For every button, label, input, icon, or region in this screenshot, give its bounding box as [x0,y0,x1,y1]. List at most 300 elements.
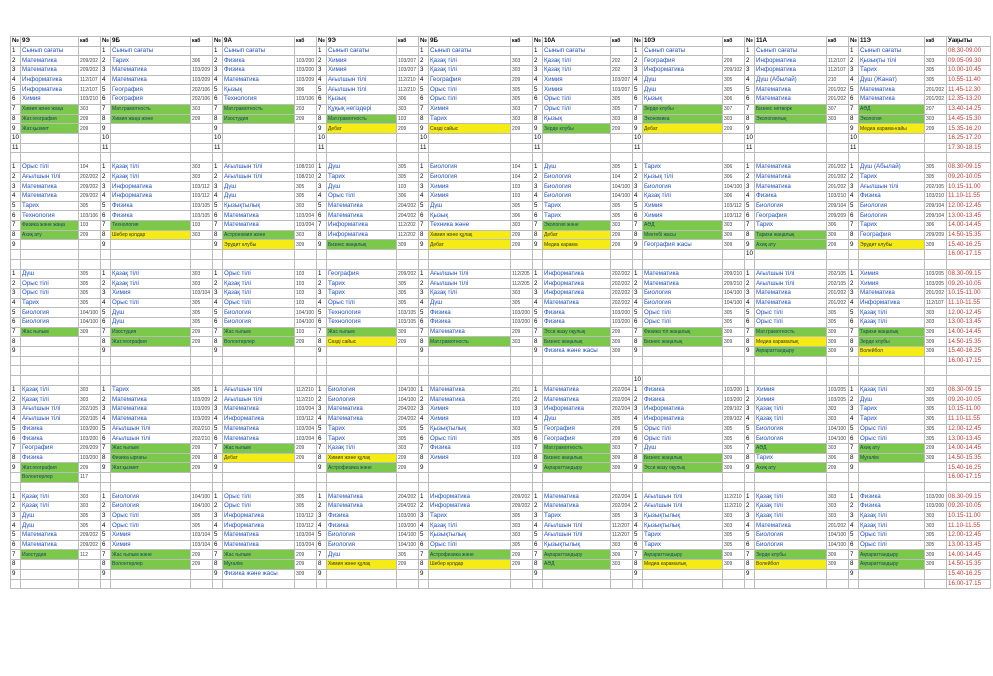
room-cell: 307 [723,104,745,114]
empty-cell [11,153,21,163]
subject-cell: Сөзді сайыс [429,124,511,134]
table-row [11,405,991,415]
subject-cell: Қазақ тілі [223,279,295,289]
subject-cell: Химия [643,211,723,221]
room-cell: 104 [511,162,533,172]
room-cell: 202/202 [611,288,633,298]
room-cell: 104/100 [397,531,419,541]
table-row [11,540,991,550]
room-cell [511,579,533,589]
room-cell [191,143,213,153]
lesson-number: 4 [533,414,543,424]
header-class: 10Э [643,37,723,47]
room-cell: 112/210 [723,502,745,512]
header-kab: каб [79,37,101,47]
lesson-number: 11 [419,143,429,153]
room-cell: 303 [827,114,849,124]
subject-cell: Дүш [859,395,925,405]
subject-cell: Химия [429,182,511,192]
empty-cell [827,366,849,376]
subject-cell: Биология [327,385,397,395]
subject-cell: Математика [223,540,295,550]
lesson-number: 2 [419,502,429,512]
lesson-number: 7 [849,221,859,231]
room-cell [723,133,745,143]
subject-cell: Қазақ тілі [327,443,397,453]
time-cell: 16.00-17.15 [947,250,991,260]
lesson-number: 2 [419,56,429,66]
empty-cell [755,482,827,492]
lesson-number: 4 [11,75,21,85]
room-cell: 306 [397,192,419,202]
lesson-number: 6 [101,95,111,105]
subject-cell: Биология [755,424,827,434]
lesson-number: 2 [533,279,543,289]
room-cell: 305 [79,521,101,531]
lesson-number: 9 [11,347,21,357]
empty-cell [511,366,533,376]
lesson-number: 6 [317,211,327,221]
lesson-number [11,356,21,366]
room-cell: 202/105 [79,414,101,424]
empty-cell [723,366,745,376]
subject-cell: Қызық [223,85,295,95]
subject-cell: Дүш [327,182,397,192]
room-cell: 103 [295,288,317,298]
subject-cell: Математика [643,269,723,279]
empty-cell [745,259,755,269]
subject-cell [21,569,79,579]
subject-cell: Биология [21,308,79,318]
room-cell: 303 [611,560,633,570]
subject-cell [429,356,511,366]
lesson-number: 8 [11,337,21,347]
subject-cell: Технология [21,211,79,221]
room-cell: 103 [295,327,317,337]
room-cell [827,472,849,482]
room-cell: 209 [295,453,317,463]
room-cell: 104/100 [397,395,419,405]
lesson-number: 6 [317,540,327,550]
table-row [11,443,991,453]
lesson-number: 7 [213,550,223,560]
room-cell: 303 [397,104,419,114]
subject-cell: Информатика [223,511,295,521]
lesson-number: 2 [317,279,327,289]
lesson-number: 5 [745,424,755,434]
lesson-number: 5 [419,531,429,541]
room-cell: 303 [511,424,533,434]
subject-cell [643,579,723,589]
subject-cell [21,337,79,347]
lesson-number: 5 [533,531,543,541]
empty-cell [611,153,633,163]
lesson-number: 5 [849,85,859,95]
empty-cell [11,482,21,492]
subject-cell: Химия [21,95,79,105]
subject-cell: Волонтерлер [21,472,79,482]
subject-cell [21,250,79,260]
lesson-number: 9 [745,463,755,473]
subject-cell: Изостудия [223,114,295,124]
room-cell: 209 [295,560,317,570]
lesson-number: 5 [533,201,543,211]
subject-cell: Физика [327,521,397,531]
room-cell: 305 [397,172,419,182]
subject-cell: Математика [327,502,397,512]
room-cell: 303 [611,114,633,124]
lesson-number: 6 [213,95,223,105]
lesson-number: 6 [11,211,21,221]
subject-cell: Биология [429,172,511,182]
room-cell: 303 [925,56,947,66]
room-cell: 303 [79,104,101,114]
subject-cell [755,579,827,589]
empty-cell [611,259,633,269]
time-cell: 09.20-10.05 [947,502,991,512]
lesson-number: 4 [745,521,755,531]
subject-cell: Қазақ тілі [223,288,295,298]
lesson-number: 1 [849,385,859,395]
lesson-number: 11 [533,143,543,153]
room-cell: 309 [925,550,947,560]
subject-cell [21,143,79,153]
room-cell: 309 [925,560,947,570]
subject-cell: Тарих [643,531,723,541]
lesson-number: 8 [11,560,21,570]
room-cell [723,569,745,579]
lesson-number: 3 [317,405,327,415]
room-cell: 103/112 [723,201,745,211]
room-cell: 103/200 [723,385,745,395]
lesson-number: 4 [317,192,327,202]
subject-cell: Биология [543,182,611,192]
room-cell: 209 [191,550,213,560]
subject-cell: Қызық тілі [643,172,723,182]
subject-cell: Тарих [643,162,723,172]
table-row [11,269,991,279]
empty-cell [723,482,745,492]
lesson-number: 4 [101,521,111,531]
subject-cell [111,472,191,482]
table-row [11,414,991,424]
block-separator [11,153,991,163]
lesson-number: 8 [101,560,111,570]
room-cell: 103/112 [191,182,213,192]
time-cell: 09.20-10.05 [947,395,991,405]
subject-cell: Математика [21,182,79,192]
lesson-number: 4 [849,192,859,202]
room-cell: 103/209 [191,75,213,85]
room-cell [191,250,213,260]
lesson-number [533,356,543,366]
subject-cell: Орыс тілі [643,434,723,444]
subject-cell: Дүш [111,317,191,327]
lesson-number: 1 [745,385,755,395]
room-cell [79,46,101,56]
lesson-number: 10 [850,134,857,142]
lesson-number: 7 [317,443,327,453]
time-cell [947,376,991,386]
room-cell: 305 [925,540,947,550]
room-cell: 103/205 [925,269,947,279]
subject-cell: Қазақ тілі [21,492,79,502]
room-cell: 201/202 [925,288,947,298]
lesson-number: 9 [317,569,327,579]
subject-cell: Ақпараттандыру [643,550,723,560]
table-row [11,124,991,134]
room-cell [511,46,533,56]
subject-cell: Ағылшын тілі [429,279,511,289]
subject-cell [111,347,191,357]
table-row [11,211,991,221]
empty-cell [925,366,947,376]
room-cell: 305 [397,434,419,444]
room-cell: 103/209 [191,414,213,424]
time-cell: 08.30-09.00 [947,46,991,56]
room-cell: 104/100 [723,288,745,298]
subject-cell: Биология [755,201,827,211]
empty-cell [111,482,191,492]
room-cell: 103/204 [295,211,317,221]
room-cell [827,124,849,134]
lesson-number: 7 [419,327,429,337]
lesson-number: 2 [533,395,543,405]
lesson-number: 10 [746,250,753,258]
room-cell: 103/204 [295,540,317,550]
subject-cell [21,579,79,589]
lesson-number: 6 [419,211,429,221]
lesson-number: 2 [101,502,111,512]
lesson-number: 4 [213,521,223,531]
room-cell: 209 [611,424,633,434]
lesson-number: 2 [419,395,429,405]
lesson-number: 7 [533,443,543,453]
lesson-number: 9 [533,347,543,357]
lesson-number: 11 [633,143,643,153]
room-cell [191,124,213,134]
lesson-number [213,356,223,366]
lesson-number [633,250,643,260]
lesson-number: 5 [11,201,21,211]
subject-cell: Математика [111,405,191,415]
room-cell: 209/104 [925,201,947,211]
subject-cell: Тарих [755,453,827,463]
subject-cell [859,356,925,366]
lesson-number: 5 [849,201,859,211]
subject-cell: Дебат [429,240,511,250]
empty-cell [611,482,633,492]
subject-cell [223,124,295,134]
room-cell: 209/210 [723,269,745,279]
subject-cell: Жат.география [111,337,191,347]
lesson-number: 6 [419,317,429,327]
lesson-number: 6 [11,540,21,550]
room-cell [827,356,849,366]
subject-cell: Қазақ тілі [643,192,723,202]
lesson-number: 11 [317,143,327,153]
empty-cell [849,482,859,492]
room-cell: 303 [723,511,745,521]
subject-cell: Сынып сағаты [755,46,827,56]
lesson-number: 3 [419,288,429,298]
room-cell [79,337,101,347]
table-row [11,492,991,502]
room-cell: 309 [723,463,745,473]
lesson-number: 11 [213,143,223,153]
room-cell: 303 [925,308,947,318]
subject-cell: Химия [755,385,827,395]
room-cell: 209 [397,453,419,463]
subject-cell: АӘД [755,443,827,453]
subject-cell: Шебер қолдар [429,560,511,570]
subject-cell: Медиа карамалық [643,560,723,570]
header-kab: каб [191,37,213,47]
lesson-number: 9 [11,124,21,134]
room-cell: 103/106 [79,211,101,221]
lesson-number: 5 [11,531,21,541]
room-cell: 202/105 [79,405,101,415]
lesson-number [317,356,327,366]
subject-cell: Математика [111,414,191,424]
lesson-number: 3 [317,288,327,298]
room-cell: 305 [397,288,419,298]
subject-cell: Зерде клубы [755,550,827,560]
room-cell: 209 [295,550,317,560]
subject-cell: Дүш [21,511,79,521]
empty-cell [755,153,827,163]
subject-cell [755,250,827,260]
room-cell: 209 [511,240,533,250]
lesson-number: 6 [533,95,543,105]
lesson-number: 7 [11,443,21,453]
lesson-number: 9 [745,569,755,579]
empty-cell [925,259,947,269]
room-cell: 209 [511,550,533,560]
room-cell [295,124,317,134]
table-row [11,201,991,211]
lesson-number: 8 [213,560,223,570]
subject-cell: География [859,230,925,240]
lesson-number: 8 [745,560,755,570]
subject-cell: Дүш [429,298,511,308]
lesson-number: 6 [11,317,21,327]
block-separator [11,482,991,492]
time-cell: 15.40-16.25 [947,569,991,579]
subject-cell [223,250,295,260]
empty-cell [223,259,295,269]
room-cell: 209 [191,463,213,473]
lesson-number: 7 [419,550,429,560]
table-row [11,56,991,66]
subject-cell: Физика [111,211,191,221]
room-cell: 103/210 [827,192,849,202]
room-cell: 309 [723,337,745,347]
room-cell: 309 [925,240,947,250]
subject-cell: География [543,424,611,434]
table-row [11,250,991,260]
subject-cell: Жас ғылым [111,443,191,453]
subject-cell: Информатика [327,221,397,231]
lesson-number: 1 [745,492,755,502]
room-cell: 303 [925,317,947,327]
lesson-number [633,472,643,482]
empty-cell [643,259,723,269]
room-cell: 104 [79,162,101,172]
subject-cell [543,472,611,482]
subject-cell: Эсси жазу оқулық [643,463,723,473]
room-cell: 209 [723,56,745,66]
header-num: № [634,37,641,45]
lesson-number: 2 [101,172,111,182]
subject-cell: Мат.грамотность [223,104,295,114]
subject-cell: Физика [859,502,925,512]
subject-cell: Мұғалім [859,453,925,463]
table-row [11,521,991,531]
subject-cell: Қазақ тілі [859,317,925,327]
lesson-number: 7 [533,221,543,231]
lesson-number: 4 [317,414,327,424]
subject-cell: Математика [755,288,827,298]
room-cell: 209/210 [723,279,745,289]
room-cell: 104/100 [79,308,101,318]
room-cell: 305 [611,414,633,424]
lesson-number: 8 [419,230,429,240]
subject-cell [327,356,397,366]
lesson-number: 1 [419,46,429,56]
subject-cell [21,376,79,386]
room-cell: 209 [295,337,317,347]
lesson-number: 8 [213,337,223,347]
header-kab: каб [611,37,633,47]
room-cell: 305 [511,298,533,308]
subject-cell: Химия [643,201,723,211]
subject-cell: Математика [755,85,827,95]
lesson-number: 2 [533,56,543,66]
lesson-number: 4 [633,298,643,308]
room-cell: 103/200 [925,502,947,512]
lesson-number: 7 [317,327,327,337]
lesson-number: 7 [849,550,859,560]
lesson-number: 2 [633,502,643,512]
lesson-number: 1 [849,492,859,502]
lesson-number: 2 [745,56,755,66]
subject-cell: Бизнес жаңалық [543,453,611,463]
lesson-number: 8 [633,560,643,570]
room-cell: 104/100 [611,182,633,192]
subject-cell: Эрудит клубы [859,240,925,250]
empty-cell [859,366,925,376]
room-cell [79,569,101,579]
lesson-number: 6 [633,95,643,105]
subject-cell: Орыс тілі [429,95,511,105]
subject-cell: Тарих [429,511,511,521]
room-cell: 104 [611,172,633,182]
room-cell [191,133,213,143]
lesson-number [745,356,755,366]
lesson-number: 2 [11,395,21,405]
subject-cell: Химия және жаңа [21,104,79,114]
lesson-number: 10 [12,134,19,142]
room-cell: 305 [925,414,947,424]
room-cell: 209 [925,443,947,453]
subject-cell: Математика [755,298,827,308]
room-cell [723,472,745,482]
subject-cell: Мат.грамотность [543,443,611,453]
subject-cell: Қазақ тілі [755,511,827,521]
room-cell: 201/202 [827,95,849,105]
lesson-number: 1 [745,46,755,56]
